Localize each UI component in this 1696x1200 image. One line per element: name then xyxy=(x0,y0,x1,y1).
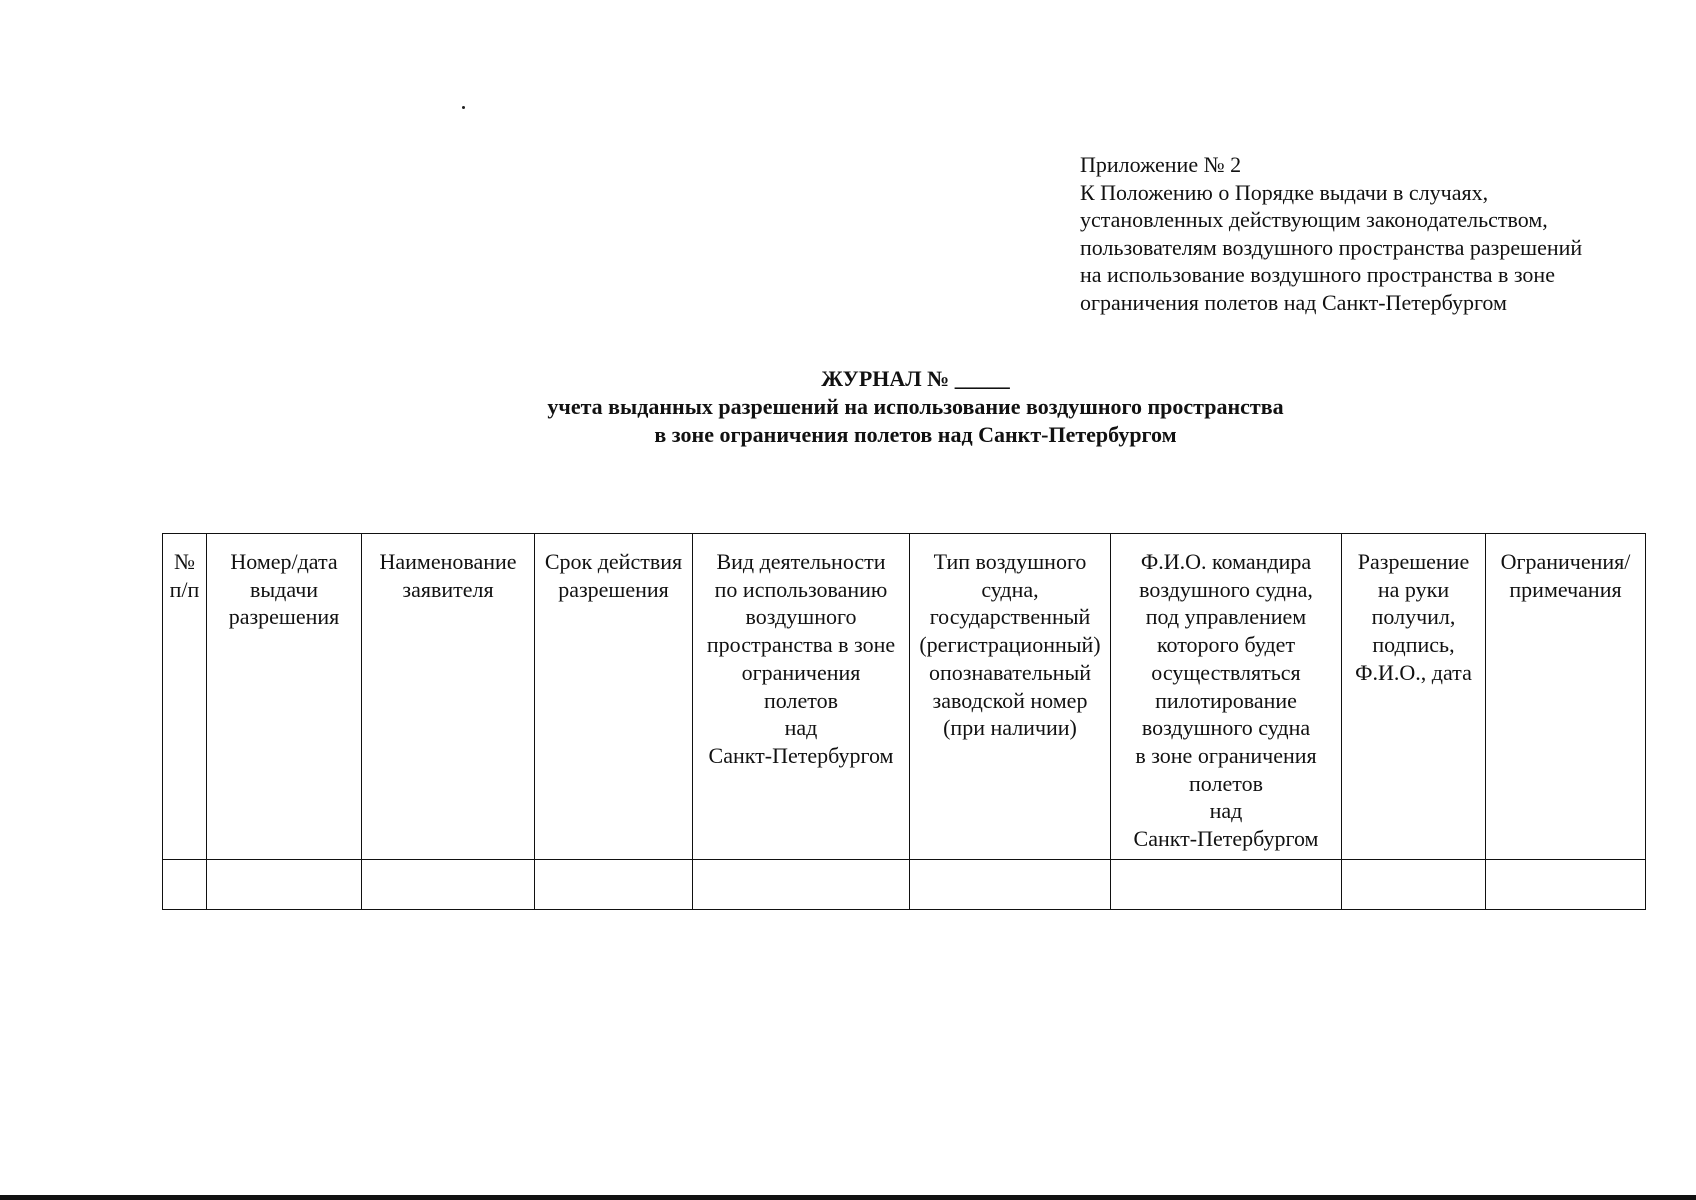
column-header-commander xyxy=(1111,534,1342,860)
journal-title: ЖУРНАЛ № _____ xyxy=(821,366,1010,391)
column-header-aircraft-type xyxy=(910,534,1111,860)
table-cell xyxy=(207,860,362,910)
column-header-label: № п/п xyxy=(169,549,200,602)
column-header-activity-type xyxy=(693,534,910,860)
appendix-reference-line: на использование воздушного пространства в зоне xyxy=(1080,262,1555,288)
journal-subtitle: учета выданных разрешений на использование воздушного пространства xyxy=(547,394,1284,419)
column-header-number xyxy=(163,534,207,860)
journal-heading xyxy=(0,365,1696,449)
table-cell xyxy=(163,860,207,910)
scan-speck xyxy=(462,106,465,109)
table-cell xyxy=(1342,860,1486,910)
scan-bottom-edge xyxy=(0,1195,1696,1200)
column-header-label: Ограничения/ примечания xyxy=(1500,549,1631,602)
column-header-received-by xyxy=(1342,534,1486,860)
column-header-label: Наименование заявителя xyxy=(379,549,517,602)
column-header-validity xyxy=(535,534,693,860)
column-header-applicant xyxy=(362,534,535,860)
column-header-label: Тип воздушного судна, государственный (регистрационный) опознавательный заводской номер (при наличии) xyxy=(919,549,1101,741)
column-header-label: Ф.И.О. командира воздушного судна, под управлением которого будет осуществляться пилотирование воздушного судна в зоне ограничения полетов над Санкт-Петербургом xyxy=(1133,549,1319,852)
appendix-reference-line: ограничения полетов над Санкт-Петербургом xyxy=(1080,289,1507,315)
journal-subtitle: в зоне ограничения полетов над Санкт-Петербургом xyxy=(654,422,1177,447)
appendix-reference-line: К Положению о Порядке выдачи в случаях, xyxy=(1080,179,1489,205)
table-cell xyxy=(1486,860,1646,910)
table-row xyxy=(163,860,1646,910)
column-header-label: Срок действия разрешения xyxy=(544,549,683,602)
permit-register-table xyxy=(162,533,1646,910)
appendix-reference-line: установленных действующим законодательством, xyxy=(1080,207,1548,233)
table-cell xyxy=(910,860,1111,910)
appendix-note xyxy=(1080,151,1680,317)
column-header-label: Вид деятельности по использованию воздушного пространства в зоне ограничения полетов над Санкт-Петербургом xyxy=(706,549,896,768)
table-cell xyxy=(535,860,693,910)
table-cell xyxy=(1111,860,1342,910)
appendix-number: Приложение № 2 xyxy=(1080,152,1242,177)
appendix-reference-line: пользователям воздушного пространства разрешений xyxy=(1080,234,1583,260)
column-header-label: Номер/дата выдачи разрешения xyxy=(228,549,340,630)
table-cell xyxy=(693,860,910,910)
table-header-row xyxy=(163,534,1646,860)
column-header-label: Разрешение на руки получил, подпись, Ф.И.О., дата xyxy=(1355,549,1472,685)
column-header-notes xyxy=(1486,534,1646,860)
column-header-permit-number-date xyxy=(207,534,362,860)
table-cell xyxy=(362,860,535,910)
